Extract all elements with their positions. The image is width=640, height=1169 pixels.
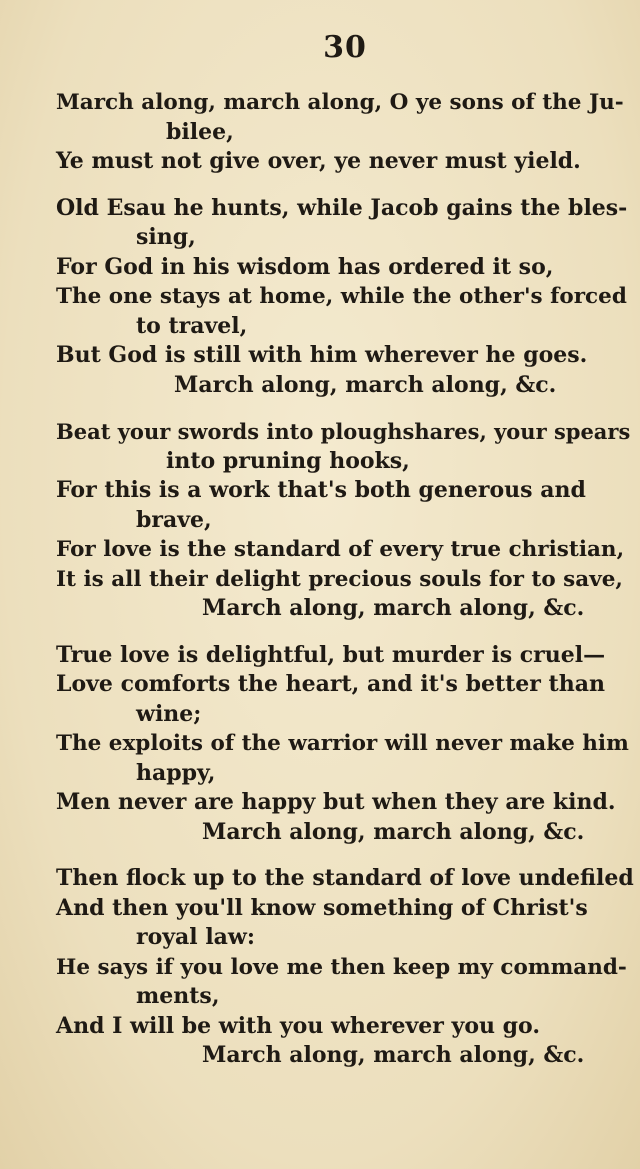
verse-line: Old Esau he hunts, while Jacob gains the bles- [56,194,628,221]
verse-line: For love is the standard of every true christian, [56,537,625,562]
refrain-line: March along, march along, &c. [202,595,585,621]
verse-line: The one stays at home, while the other's forced [56,284,627,309]
stanza-1 [56,88,634,177]
verse-line: For this is a work that's both generous and [56,477,586,503]
verse-line: And I will be with you wherever you go. [56,1012,540,1039]
verse-line: brave, [136,506,212,533]
verse-line: Love comforts the heart, and it's better than [56,671,605,697]
verse-line: He says if you love me then keep my command- [56,954,627,980]
stanza-3 [56,417,634,624]
verse-line: Ye must not give over, ye never must yield. [56,148,581,174]
verse-line: Then flock up to the standard of love undefiled [56,865,634,891]
verse-line: It is all their delight precious souls for to save, [56,566,623,592]
verse-line: Men never are happy but when they are kind. [56,789,616,815]
verse-line: happy, [136,759,216,786]
verse-line: Beat your swords into ploughshares, your spears [56,419,631,444]
verse-line: March along, march along, O ye sons of the Ju- [56,90,624,115]
verse-line: And then you'll know something of Christ's [56,894,588,921]
stanza-2 [56,194,634,401]
refrain-line: March along, march along, &c. [202,1042,585,1068]
stanza-5 [56,864,634,1071]
page-number: 30 [323,30,367,65]
verse-line: bilee, [166,118,234,145]
refrain-line: March along, march along, &c. [174,371,557,398]
verse-line: True love is delightful, but murder is cruel— [56,641,606,668]
verse-line: to travel, [136,312,248,339]
verse-line: into pruning hooks, [166,447,410,474]
verse-line: For God in his wisdom has ordered it so, [56,253,554,280]
verse-line: royal law: [136,924,255,950]
hymn-text [56,88,634,1088]
stanza-4 [56,641,634,848]
verse-line: ments, [136,983,220,1009]
verse-line: But God is still with him wherever he goes. [56,342,588,368]
verse-line: The exploits of the warrior will never make him [56,731,629,756]
refrain-line: March along, march along, &c. [202,818,585,845]
verse-line: wine; [136,700,202,727]
verse-line: sing, [136,224,196,250]
